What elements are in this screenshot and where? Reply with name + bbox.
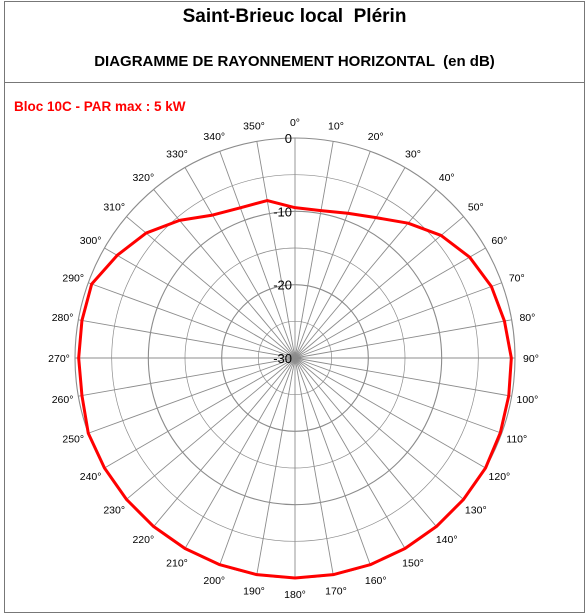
- angle-tick-label: 170°: [325, 585, 347, 598]
- angle-tick-label: 140°: [435, 533, 458, 546]
- angle-tick-label: 60°: [491, 235, 508, 247]
- angle-tick-label: 270°: [48, 353, 70, 365]
- angle-tick-label: 180°: [284, 589, 306, 601]
- angle-tick-label: 290°: [62, 272, 85, 285]
- angle-tick-label: 300°: [79, 235, 102, 247]
- angle-tick-label: 230°: [103, 504, 126, 517]
- angle-tick-label: 50°: [467, 201, 484, 214]
- angle-tick-label: 190°: [243, 585, 265, 598]
- angle-tick-label: 110°: [506, 433, 528, 446]
- angle-tick-label: 70°: [508, 272, 525, 285]
- angle-tick-label: 200°: [203, 574, 226, 587]
- angle-tick-label: 220°: [132, 533, 155, 546]
- angle-tick-label: 30°: [405, 148, 421, 161]
- angle-tick-label: 150°: [402, 557, 424, 570]
- angle-tick-label: 260°: [51, 393, 74, 406]
- angle-tick-label: 90°: [523, 353, 539, 365]
- chart-subtitle: DIAGRAMME DE RAYONNEMENT HORIZONTAL (en dB): [94, 53, 495, 70]
- angle-tick-label: 210°: [166, 557, 188, 570]
- angle-tick-label: 40°: [438, 172, 455, 185]
- angle-tick-label: 100°: [516, 393, 539, 406]
- radial-tick-label: 0: [284, 131, 292, 146]
- angle-tick-label: 310°: [103, 201, 126, 214]
- series-label: Bloc 10C - PAR max : 5 kW: [14, 99, 186, 114]
- angle-tick-label: 320°: [132, 172, 155, 185]
- angle-tick-label: 120°: [488, 471, 511, 483]
- angle-tick-label: 340°: [203, 131, 226, 144]
- angle-tick-label: 330°: [166, 148, 188, 161]
- radial-tick-label: -30: [273, 351, 292, 366]
- angle-tick-label: 350°: [243, 120, 265, 133]
- page-title: Saint-Brieuc local Plérin: [182, 6, 407, 27]
- radial-tick-label: -10: [273, 204, 292, 220]
- radial-tick-label: -20: [273, 277, 292, 293]
- angle-tick-label: 20°: [367, 131, 384, 144]
- angle-tick-label: 250°: [62, 433, 85, 446]
- angle-tick-label: 280°: [51, 312, 74, 325]
- angle-tick-label: 240°: [79, 471, 102, 483]
- angle-tick-label: 130°: [464, 504, 487, 517]
- angle-tick-label: 80°: [519, 312, 536, 325]
- angle-tick-label: 0°: [289, 117, 301, 129]
- angle-tick-label: 160°: [364, 574, 387, 587]
- angle-tick-label: 10°: [328, 120, 344, 133]
